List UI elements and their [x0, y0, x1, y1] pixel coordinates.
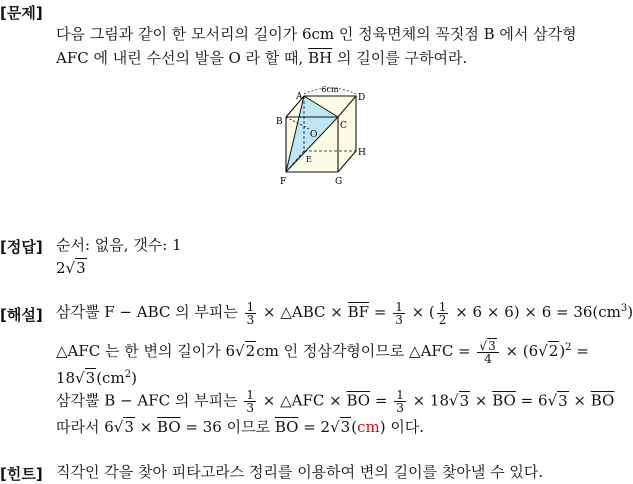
unit-cm-red: cm	[357, 418, 380, 436]
fraction-root3-over-4: $\frac{√3}{4}$	[477, 340, 498, 365]
vertex-e: E	[306, 155, 312, 164]
segment-bh: $\overline{BH}$	[308, 49, 333, 67]
solution-line-4: 삼각뿔 B − AFC 의 부피는 $\frac{1}{3}$ × △AFC × $\overline{BO}$ = $\frac{1}{3}$ × $18√3 \times \overline{BO} = 6√3 \times \overline{BO}$	[56, 388, 615, 415]
answer-line-1: 순서: 없음, 갯수: 1	[56, 236, 182, 254]
fraction-one-half: $\frac{1}{2}$	[438, 299, 447, 327]
vertex-c: C	[340, 121, 347, 131]
cube-figure	[270, 84, 380, 192]
vertex-h: H	[358, 148, 366, 158]
hint-header: [힌트]	[0, 465, 43, 483]
vertex-g: G	[335, 177, 343, 187]
vertex-o: O	[310, 130, 318, 140]
solution-header: [해설]	[0, 306, 43, 324]
answer-header: [정답]	[0, 238, 43, 256]
hint-text: 직각인 각을 찾아 피타고라스 정리를 이용하여 변의 길이를 찾아낼 수 있다.	[56, 463, 544, 481]
dimension-label: 6cm	[321, 85, 339, 94]
problem-line-2	[56, 49, 467, 67]
problem-line-1: 다음 그림과 같이 한 모서리의 길이가 6cm 인 정육면체의 꼭짓점 B 에서 삼각형	[56, 25, 577, 43]
vertex-a: A	[296, 92, 303, 102]
fraction-one-third: $\frac{1}{3}$	[246, 299, 255, 327]
vertex-d: D	[358, 93, 366, 103]
problem-line-2-pre: AFC 에 내린 수선의 발을 O 라 할 때,	[56, 49, 309, 67]
vertex-f: F	[280, 177, 287, 187]
fraction-one-third: $\frac{1}{3}$	[246, 388, 254, 415]
problem-header: [문제]	[0, 4, 43, 22]
solution-line-5: 따라서 $6√3 \times \overline{BO} = 36$ 이므로 $\overline{BO} = 2√3(cm)$ 이다.	[56, 418, 425, 436]
fraction-one-third: $\frac{1}{3}$	[396, 388, 404, 415]
solution-line-2: △AFC 는 한 변의 길이가 6√2cm 인 정삼각형이므로 △AFC = $\frac{√3}{4}$ × $(6√2)^2$ =	[56, 338, 589, 366]
solution-line-3: $18√3(cm^2)$	[56, 369, 137, 387]
problem-line-2-post: 의 길이를 구하여라.	[332, 49, 468, 67]
vertex-b: B	[276, 117, 283, 127]
answer-value: 2√3	[56, 259, 86, 277]
fraction-one-third: $\frac{1}{3}$	[395, 299, 403, 327]
solution-line-1: 삼각뿔 F − ABC 의 부피는 $\frac{1}{3}$ × △ABC × $\overline{BF}$ = $\frac{1}{3}$ × ( $\frac{1}{2}$ × $6 \times 6) \times 6 = 36(cm^3)$	[56, 299, 633, 327]
